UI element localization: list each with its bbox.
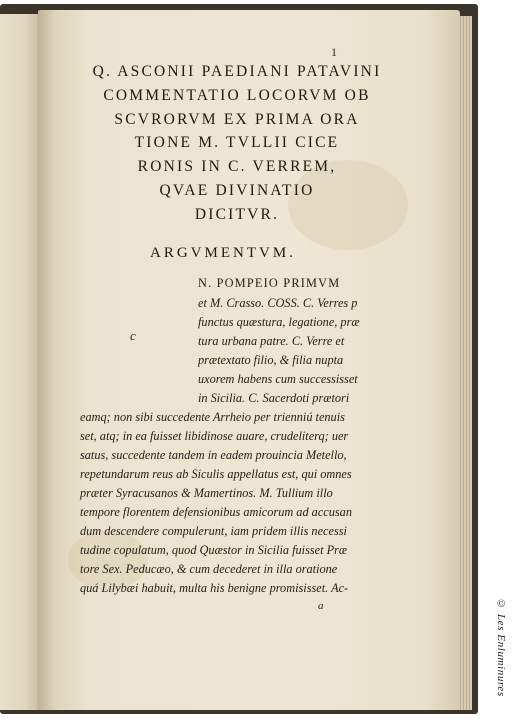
initial-space xyxy=(83,276,193,388)
text-line: et M. Crasso. COSS. C. Verres p xyxy=(198,296,358,310)
title-line: QVAE DIVINATIO xyxy=(159,181,315,199)
text-line: præter Syracusanos & Mamertinos. M. Tullium illo xyxy=(80,486,333,500)
title-line: TIONE M. TVLLII CICE xyxy=(134,134,340,152)
text-line: uxorem habens cum successisset xyxy=(198,372,358,386)
title-line: COMMENTATIO LOCORVM OB xyxy=(103,86,371,104)
text-line: tudine copulatum, quod Quæstor in Sicilia fuisset Præ xyxy=(80,543,348,557)
text-line: in Sicilia. C. Sacerdoti prætori xyxy=(198,391,350,405)
section-heading: ARGVMENTVM. xyxy=(150,245,296,261)
copyright-caption: © Les Enluminures xyxy=(495,598,507,697)
text-line: eamq; non sibi succedente Arrheio per trienniú tenuis xyxy=(80,410,345,424)
page-edges xyxy=(458,16,472,710)
text-line: N. POMPEIO PRIMVM xyxy=(198,276,341,290)
text-line: tempore florentem defensionibus amicorum ad accusan xyxy=(80,505,352,519)
title-line: RONIS IN C. VERREM, xyxy=(137,158,337,176)
title-line: Q. ASCONII PAEDIANI PATAVINI xyxy=(92,63,382,80)
text-line: set, atq; in ea fuisset libidinose auare, crudeliterq; uer xyxy=(80,429,349,443)
guide-letter: c xyxy=(130,328,136,343)
text-line: satus, succedente tandem in eadem prouincia Metello, xyxy=(80,448,347,462)
text-line: repetundarum reus ab Siculis appellatus est, qui omnes xyxy=(80,467,352,481)
text-line: quá Lilybæi habuit, multa his benigne promisisset. Ac- xyxy=(80,581,349,595)
text-line: functus quæstura, legatione, præ xyxy=(198,315,360,329)
catchword: a xyxy=(318,600,324,612)
title-line: DICITVR. xyxy=(194,205,280,223)
folio-number: 1 xyxy=(331,45,338,59)
text-line: dum descendere compulerunt, iam pridem illis necessi xyxy=(80,524,347,538)
text-line: tura urbana patre. C. Verre et xyxy=(198,334,345,348)
title-line: SCVRORVM EX PRIMA ORA xyxy=(114,110,360,128)
text-line: tore Sex. Peducæo, & cum decederet in illa oratione xyxy=(80,562,338,576)
left-page xyxy=(0,14,40,710)
text-line: prætextato filio, & filia nupta xyxy=(198,353,344,367)
page-title xyxy=(78,60,396,227)
